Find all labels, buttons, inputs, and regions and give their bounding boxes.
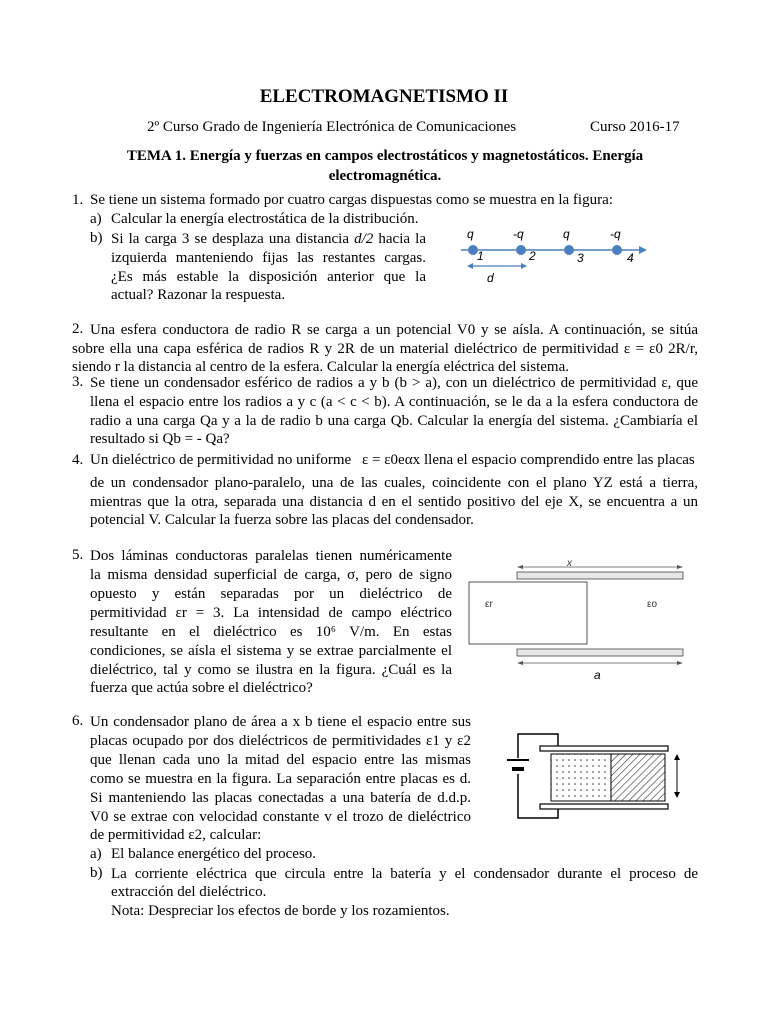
- charge-3-dot: [564, 245, 574, 255]
- permittivity-formula: ε = ε0eαx: [362, 452, 421, 468]
- problem-1-b-line1-post: hacia la: [373, 231, 426, 247]
- problem-1-a-text: Calcular la energía electrostática de la distribución.: [111, 211, 419, 227]
- problem-1-b-var: d/2: [354, 231, 374, 247]
- problem-6-b-label: b): [90, 865, 103, 881]
- problem-4-line1-post: llena el espacio comprendido entre las placas: [424, 452, 695, 468]
- problem-2-number: 2.: [72, 321, 84, 337]
- charge-2-label: -q: [513, 227, 524, 241]
- charge-3-index: 3: [577, 251, 584, 265]
- problem-6-number: 6.: [72, 713, 84, 729]
- problem-6-b-line2: extracción del dieléctrico.: [111, 884, 267, 900]
- problem-3-line1: Se tiene un condensador esférico de radios a y b (b > a), con un dieléctrico de permitividad ε, que: [90, 375, 698, 391]
- problem-4-number: 4.: [72, 452, 84, 468]
- problem-5-number: 5.: [72, 547, 84, 563]
- x-arrow-right: [677, 565, 683, 569]
- problem-5-line2: la misma densidad superficial de carga, σ, pero de signo: [90, 567, 452, 583]
- topic-heading: [100, 146, 670, 186]
- separation-arrow-top: [674, 754, 680, 760]
- charge-1-index: 1: [477, 249, 484, 263]
- x-arrow-left: [517, 565, 523, 569]
- page-title: ELECTROMAGNETISMO II: [259, 86, 509, 107]
- er-label: εr: [485, 599, 493, 610]
- problem-6-a-label: a): [90, 846, 102, 862]
- top-plate: [517, 572, 683, 579]
- charges-figure: [455, 222, 655, 288]
- course-name: 2º Curso Grado de Ingeniería Electrónica de Comunicaciones: [147, 119, 517, 135]
- bottom-plate: [517, 649, 683, 656]
- problem-6-note: Nota: Despreciar los efectos de borde y los rozamientos.: [111, 903, 450, 919]
- x-label: x: [567, 558, 572, 569]
- problem-3-number: 3.: [72, 374, 84, 390]
- problem-6-line3: que llenan cada uno la mitad del espacio entre las mismas: [90, 752, 471, 768]
- problem-6-b-line1: La corriente eléctrica que circula entre la batería y el condensador durante el proceso de: [111, 866, 698, 882]
- problem-2-line3: siendo r la distancia al centro de la esfera. Calcular la energía eléctrica del sistema.: [72, 359, 569, 375]
- axis-arrowhead: [639, 246, 647, 254]
- distance-label: d: [487, 271, 494, 285]
- topic-heading-line2: electromagnética.: [328, 168, 442, 184]
- distance-arrow-left-head: [467, 263, 473, 269]
- charge-2-index: 2: [529, 249, 536, 263]
- problem-2-line1: Una esfera conductora de radio R se carga a un potencial V0 y se aísla. A continuación, se sitúa: [90, 322, 698, 338]
- problem-1-b-line2: izquierda manteniendo fijas las restantes cargas.: [111, 250, 426, 266]
- problem-5-line5: resultante en el dieléctrico es 10⁶ V/m. En estas: [90, 624, 452, 640]
- problem-3-line4: resultado si Qb = - Qa?: [90, 431, 230, 447]
- distance-arrow-right-head: [521, 263, 527, 269]
- problem-1-b-line3: ¿Es más estable la disposición anterior que la: [111, 269, 426, 285]
- problem-4-line2: de un condensador plano-paralelo, una de las cuales, coincidente con el plano YZ está a tierra,: [90, 475, 698, 491]
- separation-arrow-bottom: [674, 792, 680, 798]
- a-label: a: [594, 668, 601, 682]
- dielectric-capacitor-figure: [465, 555, 695, 685]
- problem-1-number: 1.: [72, 192, 84, 208]
- problem-6-line7: de permitividad ε2, calcular:: [90, 827, 262, 843]
- problem-1-b-line1-pre: Si la carga 3 se desplaza una distancia: [111, 231, 355, 247]
- charge-4-index: 4: [627, 251, 634, 265]
- battery-capacitor-figure: [495, 722, 695, 826]
- problem-5-line7: dieléctrico, tal y como se ilustra en la figura. ¿Cuál es la: [90, 662, 452, 678]
- academic-year: Curso 2016-17: [590, 119, 680, 135]
- charge-3-label: q: [563, 227, 570, 241]
- topic-heading-line1: TEMA 1. Energía y fuerzas en campos electrostáticos y magnetostáticos. Energía: [126, 148, 644, 164]
- charge-1-label: q: [467, 227, 474, 241]
- a-arrow-right: [677, 661, 683, 665]
- eo-label: εo: [647, 599, 658, 610]
- problem-5-line6: condiciones, se aísla el sistema y se extrae parcialmente el: [90, 643, 452, 659]
- dielectric-2-block: [611, 754, 665, 801]
- problem-6-line5: Si manteniendo las placas conectadas a una batería de d.d.p.: [90, 790, 471, 806]
- dielectric-1-block: [551, 754, 611, 801]
- dielectric-slab: [469, 582, 587, 644]
- a-arrow-left: [517, 661, 523, 665]
- problem-6-line6: V0 se extrae con velocidad constante v el trozo de dieléctrico: [90, 809, 471, 825]
- charge-4-dot: [612, 245, 622, 255]
- problem-4-line4: potencial V. Calcular la fuerza sobre las placas del condensador.: [90, 512, 474, 528]
- problem-1-b-label: b): [90, 230, 103, 246]
- charge-4-label: -q: [610, 227, 621, 241]
- problem-6-a-text: El balance energético del proceso.: [111, 846, 317, 862]
- problem-1-b-line1: [111, 230, 426, 249]
- problem-3-line3: radio a una carga Qa y a la de radio b una carga Qb. Calcular la energía del sistema. ¿Cambiaría el: [90, 413, 698, 429]
- problem-3-line2: llena el espacio entre los radios a y c (a < c < b). A continuación, se le da a la esfera conductora de: [90, 394, 698, 410]
- problem-5-line3: opuesto y están separadas por un dieléctrico de: [90, 586, 452, 602]
- charge-2-dot: [516, 245, 526, 255]
- problem-2-line2: sobre ella una capa esférica de radios R y 2R de un material dieléctrico de permitividad ε = ε0 2R/r,: [72, 341, 698, 357]
- capacitor-bottom-plate: [540, 804, 668, 809]
- capacitor-top-plate: [540, 746, 668, 751]
- problem-1-b-line4: actual? Razonar la respuesta.: [111, 287, 286, 303]
- problem-5-line8: fuerza que actúa sobre el dieléctrico?: [90, 680, 313, 696]
- problem-6-line4: como se muestra en la figura. La separación entre placas es d.: [90, 771, 471, 787]
- problem-5-line4: permitividad εr = 3. La intensidad de campo eléctrico: [90, 605, 452, 621]
- problem-4-line3: mientras que la otra, separada una distancia d en el sentido positivo del eje X, se encuentra a un: [90, 494, 698, 510]
- problem-4-line1-pre: Un dieléctrico de permitividad no uniforme: [90, 452, 352, 468]
- problem-5-line1: Dos láminas conductoras paralelas tienen numéricamente: [90, 548, 452, 564]
- problem-1-a-label: a): [90, 211, 102, 227]
- problem-6-line2: placas ocupado por dos dieléctricos de permitividades ε1 y ε2: [90, 733, 471, 749]
- problem-1-intro: Se tiene un sistema formado por cuatro cargas dispuestas como se muestra en la figura:: [90, 192, 613, 208]
- problem-6-line1: Un condensador plano de área a x b tiene el espacio entre sus: [90, 714, 471, 730]
